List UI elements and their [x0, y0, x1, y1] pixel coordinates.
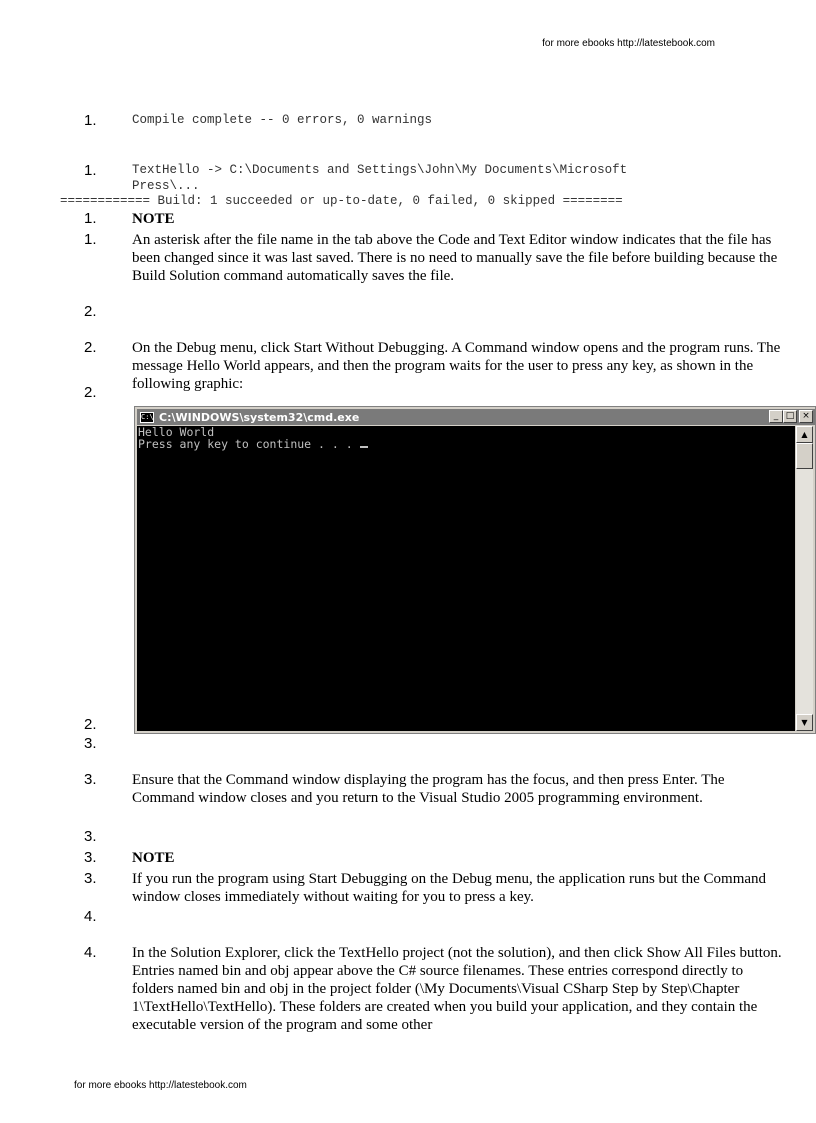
code-output-path-continued: Press\... [132, 179, 200, 193]
item-number: 2. [84, 303, 97, 320]
vertical-scrollbar[interactable] [796, 426, 813, 731]
item-number: 2. [84, 339, 97, 356]
step-paragraph: Ensure that the Command window displaying the program has the focus, and then press Enter. The Command window closes and you return to the Visual Studio 2005 programming environment. [132, 772, 725, 806]
item-number: 3. [84, 771, 97, 788]
list-item [84, 210, 787, 228]
window-controls [769, 410, 813, 423]
code-build-summary: ============ Build: 1 succeeded or up-to-date, 0 failed, 0 skipped ======== [60, 194, 623, 208]
step-paragraph: On the Debug menu, click Start Without Debugging. A Command window opens and the program runs. The message Hello World appears, and then the program waits for the user to press any key, as shown in the following graphic: [132, 340, 781, 392]
list-item [84, 231, 787, 285]
page-footer: for more ebooks http://latestebook.com [74, 1080, 247, 1091]
item-number: 1. [84, 210, 97, 227]
code-compile-complete: Compile complete -- 0 errors, 0 warnings [132, 113, 433, 127]
scroll-up-icon[interactable]: ▲ [796, 426, 813, 443]
minimize-icon[interactable]: _ [769, 410, 783, 423]
cursor-icon [360, 446, 368, 448]
list-item [84, 870, 787, 906]
item-number: 2. [84, 716, 97, 733]
console-line-prompt [137, 438, 795, 450]
close-icon[interactable]: × [799, 410, 813, 423]
item-number: 1. [84, 112, 97, 129]
note-heading: NOTE [132, 850, 175, 866]
console-icon: C:\ [141, 412, 154, 421]
item-number: 1. [84, 231, 97, 248]
list-item [84, 849, 787, 867]
code-output-path: TextHello -> C:\Documents and Settings\John\My Documents\Microsoft [132, 163, 628, 177]
console-prompt-text: Press any key to continue . . . [138, 437, 360, 451]
scroll-down-icon[interactable]: ▼ [796, 714, 813, 731]
step-paragraph: In the Solution Explorer, click the TextHello project (not the solution), and then click Show All Files button. Entries named bin and obj appear above the C# source filenames. These entries correspond directly to folders named bin and obj in the project folder (\My Documents\Visual CSharp Step by Step\Chapter 1\TextHello\TextHello). These folders are created when you build your application, and they contain the executable version of the program and some other [132, 945, 782, 1033]
list-item [84, 339, 787, 393]
item-number: 1. [84, 162, 97, 179]
console-output [137, 426, 795, 731]
list-item [84, 944, 787, 1034]
maximize-icon[interactable]: □ [783, 410, 797, 423]
command-window-title-bar [137, 409, 815, 425]
item-number: 4. [84, 944, 97, 961]
command-window-screenshot [134, 406, 816, 734]
item-number: 2. [84, 384, 97, 401]
list-item [84, 112, 787, 129]
command-window-title: C:\WINDOWS\system32\cmd.exe [159, 410, 360, 424]
item-number: 3. [84, 828, 97, 845]
list-item [84, 771, 787, 807]
note-paragraph: An asterisk after the file name in the tab above the Code and Text Editor window indicates that the file has been changed since it was last saved. There is no need to manually save the file before building because the Build Solution command automatically saves the file. [132, 232, 778, 284]
item-number: 4. [84, 908, 97, 925]
list-item [84, 162, 787, 194]
item-number: 3. [84, 735, 97, 752]
page-header: for more ebooks http://latestebook.com [542, 38, 715, 49]
item-number: 3. [84, 870, 97, 887]
note-heading: NOTE [132, 211, 175, 227]
note-paragraph: If you run the program using Start Debugging on the Debug menu, the application runs but the Command window closes immediately without waiting for you to press a key. [132, 871, 767, 905]
scroll-thumb[interactable] [796, 443, 813, 469]
console-line-hello: Hello World [138, 425, 215, 439]
item-number: 3. [84, 849, 97, 866]
